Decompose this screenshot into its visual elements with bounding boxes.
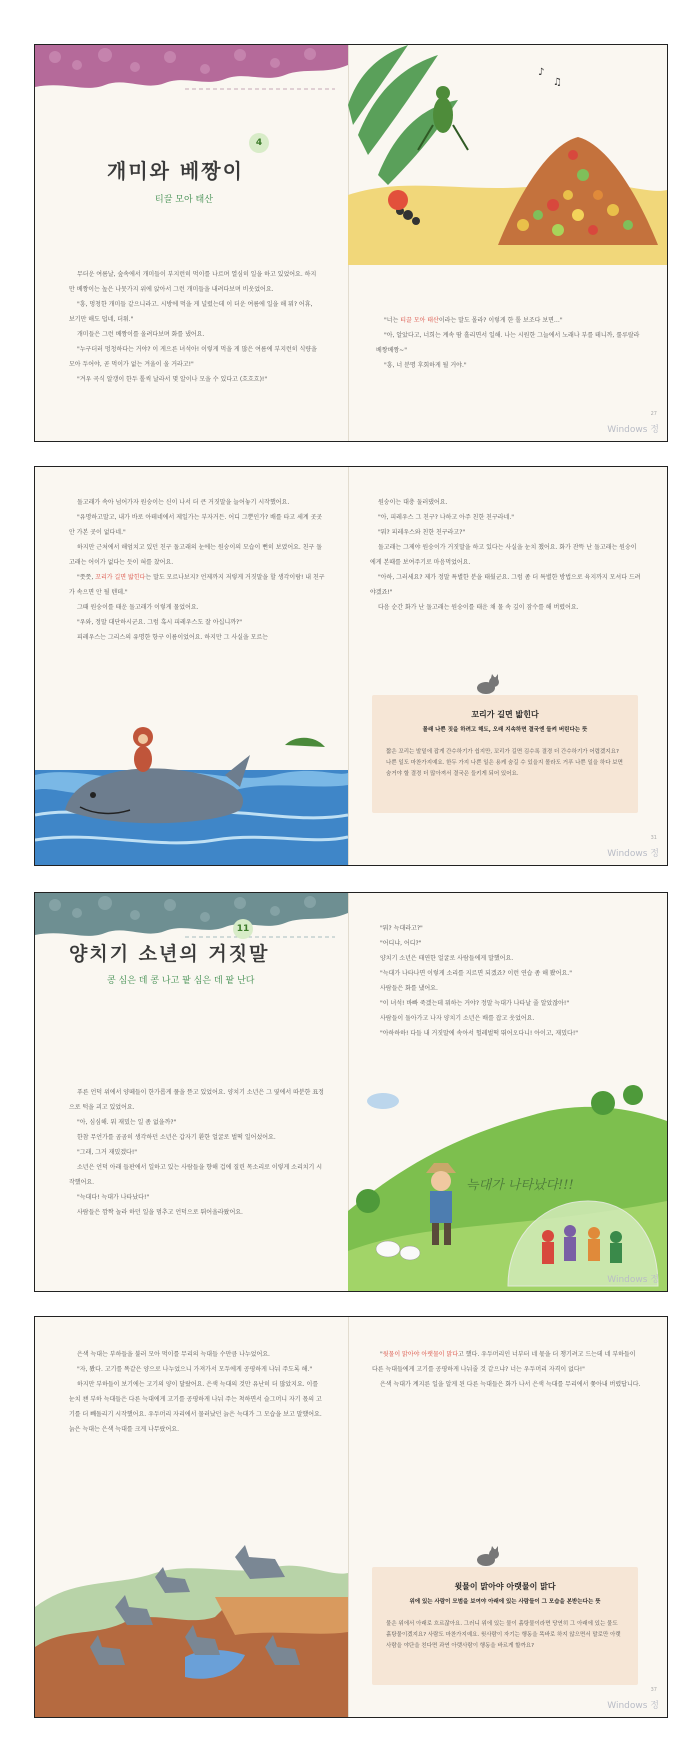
spread-boy-who-cried-wolf <box>34 892 668 1292</box>
paragraph: 사람들은 깜짝 놀라 하던 일을 멈추고 언덕으로 뛰어올라왔어요. <box>77 1209 243 1216</box>
cat-icon <box>472 673 502 695</box>
paragraph: 푸른 언덕 위에서 양떼들이 한가롭게 풀을 뜯고 있었어요. 양치기 소년은 그 옆에서 따분한 표정으로 턱을 괴고 있었어요. <box>69 1089 324 1111</box>
svg-text:♫: ♫ <box>553 77 562 88</box>
paragraph: 그때 원숭이를 태운 돌고래가 이렇게 물었어요. <box>77 604 199 611</box>
story-text <box>372 921 642 1041</box>
paragraph: 사람들은 화를 냈어요. <box>380 985 438 992</box>
story-title: 양치기 소년의 거짓말 <box>69 943 270 965</box>
paragraph: "쯧쯧, 꼬리가 길면 밟힌다는 말도 모르나보지? 언제까지 저렇게 거짓말을 할 생각이람! 내 친구가 속으면 안 될 텐데." <box>69 574 325 596</box>
story-text <box>370 495 642 615</box>
spread-silver-wolf <box>34 1316 668 1718</box>
proverb-title: 꼬리가 길면 밟힌다 <box>471 710 539 719</box>
spread-monkey-and-dolphin <box>34 466 668 866</box>
watermark: Windows 정 <box>607 1275 659 1285</box>
proverb-explanation: 물은 위에서 아래로 흐르잖아요. 그러니 위에 있는 물이 흙탕물이라면 당연히 그 아래에 있는 물도 흙탕물이겠지요? 사람도 마찬가지예요. 윗사람이 자기는 행동을 똑바로 하지 않으면서 말로만 아랫사람을 야단을 친다면 과연 아랫사람이 행동을 바르게 할까요? <box>386 1621 621 1649</box>
paragraph: "흥, 너 분명 후회하게 될 거야." <box>384 362 467 369</box>
watermark: Windows 정 <box>607 849 659 859</box>
paragraph: 은색 늑대는 부하들을 불러 모아 먹이를 무리의 늑대들 수만큼 나누었어요. <box>77 1351 270 1358</box>
page-right <box>348 467 667 865</box>
page-left <box>35 1317 349 1717</box>
paragraph: 소년은 언덕 아래 들판에서 일하고 있는 사람들을 향해 겁에 질린 목소리로 이렇게 소리치기 시작했어요. <box>69 1164 323 1186</box>
page-right <box>348 893 667 1291</box>
story-subtitle: 티끌 모아 태산 <box>155 195 213 205</box>
paragraph: "윗물이 맑아야 아랫물이 맑다고 했다. 우두머리인 너부터 네 몫을 더 챙기려고 드는데 네 부하들이 다른 늑대들에게 고기를 공평하게 나눠줄 것 같으냐? 너는 우두머리 자격이 없다!" <box>372 1351 636 1373</box>
watermark: Windows 정 <box>607 425 659 435</box>
paragraph: "아, 피레우스 그 친구? 나하고 아주 친한 친구라네." <box>378 514 514 521</box>
story-text <box>69 495 325 645</box>
paragraph: "자, 봤다. 고기를 똑같은 양으로 나누었으니 가져가서 모두에게 공평하게 나눠 주도록 해." <box>77 1366 313 1373</box>
paragraph: 돌고래가 속아 넘어가자 원숭이는 신이 나서 더 큰 거짓말을 늘어놓기 시작했어요. <box>77 499 290 506</box>
page-left <box>35 893 349 1291</box>
monkey-icon <box>133 727 153 772</box>
paragraph: 다음 순간 화가 난 돌고래는 원숭이를 태운 채 물 속 깊이 잠수를 해 버렸어요. <box>378 604 579 611</box>
wolves-cliff-illustration <box>35 1537 348 1717</box>
highlighted-proverb: 윗물이 맑아야 아랫물이 맑다 <box>382 1351 459 1358</box>
paragraph: "뭐? 피레우스와 친한 친구라고?" <box>378 529 466 536</box>
paragraph: 하지만 부하들이 보기에는 고기의 양이 달랐어요. 은색 늑대의 것만 유난히 더 많았지요. 이를 눈치 챈 부하 늑대들은 다른 늑대에게 고기를 공평하게 나눠 주는 척하면서 슬그머니 자기 몫의 고기를 더 빼돌리기 시작했어요. 우두머리 자리에서 물러났던 늙은 늑대가 그 모습을 보고 말했어요. 늙은 늑대는 은색 늑대를 크게 나무랐어요. <box>69 1381 322 1433</box>
story-subtitle: 콩 심은 데 콩 나고 팥 심은 데 팥 난다 <box>107 976 255 986</box>
paragraph: "늑대가 나타나면 이렇게 소리를 지르면 되겠죠? 이런 연습 좀 해 봤어요." <box>380 970 572 977</box>
cat-icon <box>472 1545 502 1567</box>
paragraph: 한참 무언가를 곰곰히 생각하던 소년은 갑자기 환한 얼굴로 벌떡 일어섰어요. <box>77 1134 276 1141</box>
paragraph: 개미들은 그런 베짱이를 올려다보며 화를 냈어요. <box>77 331 205 338</box>
story-text <box>372 1347 642 1392</box>
spread-ant-and-grasshopper <box>34 44 668 442</box>
banner-decoration <box>35 45 348 105</box>
shepherd-hill-illustration <box>348 1081 667 1291</box>
page-number: 31 <box>650 835 657 841</box>
dolphin-monkey-illustration <box>35 715 348 865</box>
paragraph: 양치기 소년은 태연한 얼굴로 사람들에게 말했어요. <box>380 955 514 962</box>
paragraph: "이 녀석! 바빠 죽겠는데 뭐하는 거야? 정말 늑대가 나타날 줄 알았잖아!" <box>380 1000 570 1007</box>
ant-grasshopper-illustration <box>348 45 667 265</box>
story-number-badge: 4 <box>249 133 269 153</box>
proverb-box <box>372 1567 638 1685</box>
story-text <box>69 1085 325 1220</box>
story-text <box>69 267 319 387</box>
paragraph: 돌고래는 그제야 원숭이가 거짓말을 하고 있다는 사실을 눈치 챘어요. 화가 잔뜩 난 돌고래는 원숭이에게 본때를 보여주기로 마음먹었어요. <box>370 544 637 566</box>
watermark: Windows 정 <box>607 1701 659 1711</box>
paragraph: "늑대다! 늑대가 나타났다!" <box>77 1194 150 1201</box>
proverb-meaning: 위에 있는 사람이 모범을 보여야 아래에 있는 사람들이 그 모습을 본받는다는 뜻 <box>409 1599 601 1605</box>
story-text <box>376 313 644 373</box>
paragraph: "아, 알았다고, 너희는 계속 땀 흘리면서 일해. 나는 시원한 그늘에서 노래나 부를 테니까, 룰루랄라 베짱베짱~" <box>376 332 640 354</box>
svg-text:♪: ♪ <box>538 67 545 78</box>
paragraph: "겨우 곡식 알갱이 한두 톨씩 날라서 몇 알이나 모을 수 있다고 (흐흐흐)!" <box>77 376 268 383</box>
proverb-box <box>372 695 638 813</box>
highlighted-proverb: 티끌 모아 태산 <box>400 317 439 324</box>
proverb-title: 윗물이 맑아야 아랫물이 맑다 <box>454 1582 556 1591</box>
page-number: 27 <box>650 411 657 417</box>
paragraph: "유명하고말고, 내가 바로 아테네에서 제일가는 부자거든. 어디 그뿐인가? 배를 타고 세계 곳곳 안 가본 곳이 없다네." <box>69 514 323 536</box>
highlighted-proverb: 꼬리가 길면 밟힌다 <box>95 574 146 581</box>
page-left <box>35 467 349 865</box>
page-right <box>348 45 667 441</box>
paragraph: "아, 심심해. 뭐 재밌는 일 좀 없을까?" <box>77 1119 177 1126</box>
paragraph: 원숭이는 대충 둘러댔어요. <box>378 499 448 506</box>
paragraph: "아하, 그러세요? 제가 정말 특별한 분을 태웠군요. 그럼 좀 더 특별한 방법으로 육지까지 모셔다 드려야겠죠!" <box>370 574 641 596</box>
page-right <box>348 1317 667 1717</box>
paragraph: "뭐? 늑대라고?" <box>380 925 423 932</box>
page-number: 37 <box>650 1687 657 1693</box>
paragraph: "우와, 정말 대단하시군요. 그럼 혹시 피레우스도 잘 아십니까?" <box>77 619 242 626</box>
paragraph: "누구더러 멍청하다는 거야? 이 게으른 녀석아! 이렇게 먹을 게 많은 여름에 부지런히 식량을 모아 두어야, 곧 먹이가 없는 겨울이 올 거라고!" <box>69 346 317 368</box>
paragraph: 사람들이 돌아가고 나자 양치기 소년은 배를 잡고 웃었어요. <box>380 1015 535 1022</box>
paragraph: "너는 티끌 모아 태산이라는 말도 몰라? 이렇게 한 톨 보조다 보면…" <box>384 317 563 324</box>
paragraph: 무더운 여름날, 숲속에서 개미들이 부지런히 먹이를 나르며 열심히 일을 하고 있었어요. 하지만 베짱이는 높은 나뭇가지 위에 앉아서 그런 개미들을 내려다보며 비웃었어요. <box>69 271 317 293</box>
story-title: 개미와 베짱이 <box>107 159 244 183</box>
paragraph: 은색 늑대가 계지른 일을 알게 된 다른 늑대들은 화가 나서 은색 늑대를 무리에서 쫓아내 버렸답니다. <box>380 1381 641 1388</box>
paragraph: 피레우스는 그리스의 유명한 항구 이름이었어요. 하지만 그 사실을 모르는 <box>77 634 269 641</box>
story-text <box>69 1347 325 1437</box>
proverb-explanation: 짧은 꼬리는 발밑에 잡게 간수하기가 쉽지만, 꼬리가 길면 김수록 결경 더 간수하기가 어렵겠지요? 나쁜 일도 마찬가지예요. 한두 가지 나쁜 일은 용케 숨길 수 있을지 몰라도 거푸 나쁜 일을 하다 보면 숨거야 할 결경 더 많아져서 결국은 들키게 되어 있어요. <box>386 749 623 777</box>
story-number-badge: 11 <box>233 919 253 939</box>
page-left <box>35 45 349 441</box>
paragraph: "아하하하! 다들 내 거짓말에 속아서 헐레벌떡 뛰어오다니! 아이고, 재밌다!" <box>380 1030 578 1037</box>
proverb-meaning: 몰래 나쁜 짓을 하려고 해도, 오래 지속하면 결국엔 들켜 버린다는 뜻 <box>422 727 588 733</box>
paragraph: "어디냐, 어디?" <box>380 940 422 947</box>
dolphin-icon <box>65 755 250 823</box>
speech-text: 늑대가 나타났다!!! <box>466 1178 574 1193</box>
paragraph: "흥, 멍청한 개미들 같으니라고. 시방에 먹을 게 널렸는데 이 더운 여름에 일을 해 뭐? 어휴, 보기만 해도 덥네, 더워." <box>69 301 313 323</box>
paragraph: 하지만 근처에서 해엄치고 있던 친구 돌고래의 눈에는 원숭이의 모습이 뻔히 보였어요. 친구 돌고래는 어이가 없다는 듯이 혀를 찼어요. <box>69 544 323 566</box>
paragraph: "그래, 그거 재밌겠다!" <box>77 1149 138 1156</box>
